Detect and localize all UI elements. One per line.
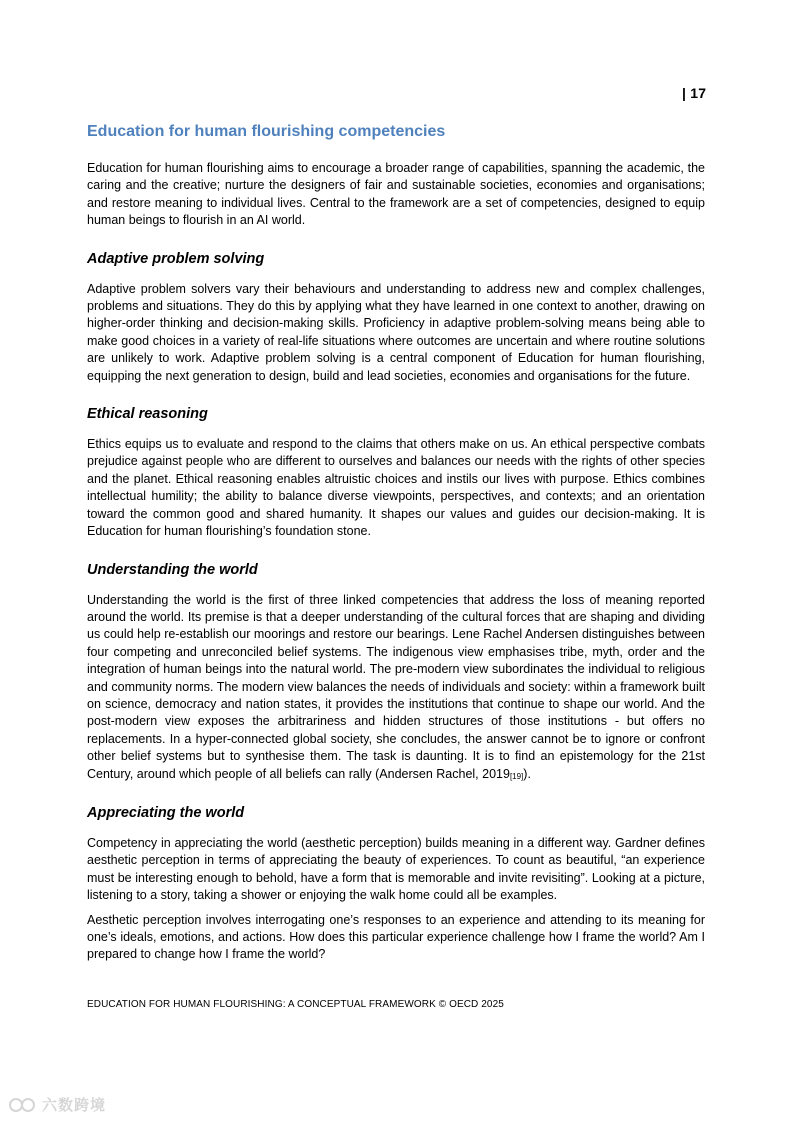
section-title: Education for human flourishing competencies xyxy=(87,123,446,140)
heading-adaptive-problem-solving: Adaptive problem solving xyxy=(87,250,265,267)
page-number: | 17 xyxy=(682,85,707,101)
appreciating-paragraph-2: Aesthetic perception involves interrogating one’s responses to an experience and attending to its meaning for one’s ideals, emotions, and actions. How does this particular experience challenge how I frame the world? Am I prepared to change how I frame the world? xyxy=(87,912,705,962)
ethical-paragraph: Ethics equips us to evaluate and respond to the claims that others make on us. An ethical perspective combats prejudice against people who are different to ourselves and balances our needs with the rights of other species and the planet. Ethical reasoning enables altruistic choices and instils our lives with purpose. Ethics combines intellectual humility; the ability to balance diverse viewpoints, perspectives, and contexts; and an orientation toward the common good and shared humanity. It shapes our values and guides our decision-making. It is Education for human flourishing’s foundation stone. xyxy=(87,437,705,539)
watermark-logo-icon xyxy=(8,1095,38,1115)
understanding-tail: ). xyxy=(523,766,531,781)
watermark-text: 六数跨境 xyxy=(42,1097,107,1114)
understanding-text: Understanding the world is the first of three linked competencies that address the loss of meaning reported around the world. Its premise is that a deeper understanding of the cultural forces that are shaping and dividing us could help re-establish our moorings and restore our bearings. Lene Rachel Andersen distinguishes between four competing and unreconciled belief systems. The indigenous view emphasises tribe, myth, order and the integration of human beings into the natural world. The pre-modern view subordinates the individual to religious and community norms. The modern view balances the needs of individuals and society: within a framework built on science, democracy and nation states, it provides the institutions that continue to shape our world. And the post-modern view exposes the arbitrariness and hidden structures of those institutions - but offers no replacements. In a hyper-connected global society, she concludes, the answer cannot be to ignore or confront other belief systems but to synthesise them. The task is daunting. It is to find an epistemology for the 21st Century, around which people of all beliefs can rally (Andersen Rachel, 2019 xyxy=(87,592,705,781)
watermark xyxy=(8,1094,106,1115)
heading-ethical-reasoning: Ethical reasoning xyxy=(87,406,208,423)
intro-paragraph: Education for human flourishing aims to encourage a broader range of capabilities, spanning the academic, the caring and the creative; nurture the designers of fair and sustainable societies, economies and organisations; and restore meaning to individual lives. Central to the framework are a set of competencies, designed to equip human beings to flourish in an AI world. xyxy=(87,161,705,228)
heading-understanding-the-world: Understanding the world xyxy=(87,561,258,578)
adaptive-paragraph: Adaptive problem solvers vary their behaviours and understanding to address new and complex challenges, problems and situations. They do this by applying what they have learned in one context to another, drawing on higher-order thinking and decision-making skills. Proficiency in adaptive problem-solving means being able to make good choices in a variety of real-life situations where outcomes are uncertain and where routine solutions are unlikely to work. Adaptive problem solving is a central component of Education for human flourishing, equipping the next generation to design, build and lead societies, economies and organisations for the future. xyxy=(87,281,705,383)
appreciating-paragraph-1: Competency in appreciating the world (aesthetic perception) builds meaning in a different way. Gardner defines aesthetic perception in terms of appreciating the beauty of experiences. To count as beautiful, “an experience must be interesting enough to behold, have a form that is memorable and invite revisiting”. Looking at a picture, listening to a story, taking a shower or enjoying the walk home could all be examples. xyxy=(87,835,705,903)
citation-reference[interactable]: [19] xyxy=(509,771,524,781)
heading-appreciating-the-world: Appreciating the world xyxy=(87,804,245,821)
understanding-paragraph xyxy=(87,592,705,784)
document-body xyxy=(87,122,705,964)
page-footer: EDUCATION FOR HUMAN FLOURISHING: A CONCEPTUAL FRAMEWORK © OECD 2025 xyxy=(87,999,504,1010)
